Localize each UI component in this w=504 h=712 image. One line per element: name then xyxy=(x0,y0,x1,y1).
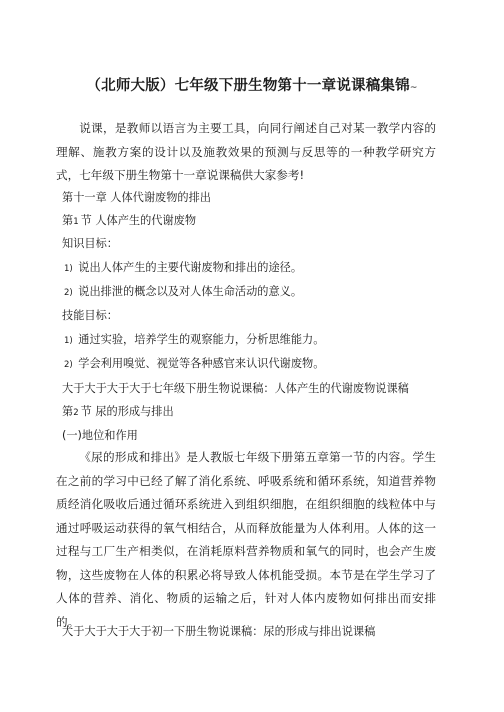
section1-heading-post: 节 人体产生的代谢废物 xyxy=(80,214,197,227)
chapter-heading: 第十一章 人体代谢废物的排出 xyxy=(62,191,211,204)
section2-heading-pre: 第 xyxy=(62,405,74,418)
document-title xyxy=(0,74,504,95)
section1-number: 1 xyxy=(73,217,79,227)
knowledge-goal-2-text: 说出排泄的概念以及对人体生命活动的意义。 xyxy=(78,285,303,298)
document-title-text: （北师大版）七年级下册生物第十一章说课稿集锦 xyxy=(86,78,410,94)
skill-goal-2-number: 2) xyxy=(64,360,73,370)
skill-goal-label: 技能目标： xyxy=(62,309,118,322)
skill-goal-2 xyxy=(64,356,324,373)
knowledge-goal-1-number: 1) xyxy=(64,264,73,274)
section2-heading-post: 节 尿的形成与排出 xyxy=(80,405,174,418)
knowledge-goal-label: 知识目标： xyxy=(62,237,118,250)
skill-goal-1 xyxy=(64,332,324,349)
section2-number: 2 xyxy=(73,408,79,418)
position-paragraph: 《尿的形成和排出》是人教版七年级下册第五章第一节的内容。学生在之前的学习中已经了解了消化系统、呼吸系统和循环系统，知道营养物质经消化吸收后通过循环系统进入到组织细胞，在组织细胞的线粒体中与通过呼吸运动获得的氧气相结合，从而释放能量为人体利用。人体的这一过程与工厂生产相类似，在消耗原料营养物质和氧气的同时，也会产生废物，这些废物在人体的积累必将导致人体机能受损。本节是在学生学习了人体的营养、消化、物质的运输之后，针对人体内废物如何排出而安排的。 xyxy=(56,450,436,629)
knowledge-goal-2 xyxy=(64,284,302,301)
intro-paragraph: 说课，是教师以语言为主要工具，向同行阐述自己对某一教学内容的理解、施教方案的设计以及施教效果的预测与反思等的一种教学研究方式，七年级下册生物第十一章说课稿供大家参考! xyxy=(56,121,436,182)
section2-heading xyxy=(62,404,174,421)
skill-goal-1-number: 1) xyxy=(64,336,73,346)
title-suffix: ~ xyxy=(409,83,418,93)
section1-heading-pre: 第 xyxy=(62,214,74,227)
knowledge-goal-2-number: 2) xyxy=(64,288,73,298)
related-link-2[interactable]: 大于大于大于大于初一下册生物说课稿：尿的形成与排出说课稿 xyxy=(62,625,376,638)
position-heading: (一)地位和作用 xyxy=(62,429,138,442)
skill-goal-2-text: 学会利用嗅觉、视觉等各种感官来认识代谢废物。 xyxy=(78,357,325,370)
knowledge-goal-1-text: 说出人体产生的主要代谢废物和排出的途径。 xyxy=(78,261,303,274)
related-link-1[interactable]: 大于大于大于大于七年级下册生物说课稿：人体产生的代谢废物说课稿 xyxy=(62,382,409,395)
knowledge-goal-1 xyxy=(64,260,302,277)
skill-goal-1-text: 通过实验，培养学生的观察能力，分析思维能力。 xyxy=(78,333,325,346)
section1-heading xyxy=(62,213,196,230)
